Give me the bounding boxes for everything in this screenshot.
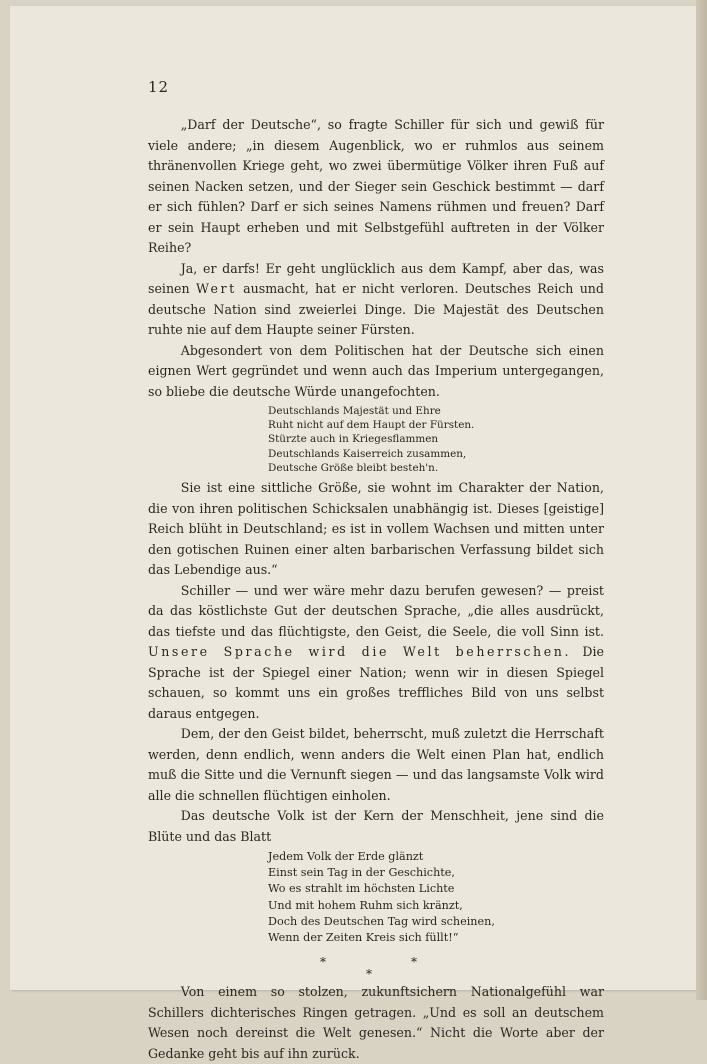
- verse-line: Deutschlands Majestät und Ehre: [268, 405, 441, 417]
- paragraph-3: Abgesondert von dem Politischen hat der Deutsche sich einen eignen Wert gegründet und wenn auch das Imperium untergegangen, so bliebe die deutsche Würde unangefochten.: [148, 342, 604, 399]
- page-number: 12: [148, 78, 170, 96]
- paragraph-7: Das deutsche Volk ist der Kern der Menschheit, jene sind die Blüte und das Blatt: [148, 808, 604, 844]
- verse-block-1: [148, 404, 604, 475]
- verse-line: Ruht nicht auf dem Haupt der Fürsten.: [268, 419, 475, 432]
- body-text: [148, 115, 604, 1064]
- verse-line: Und mit hohem Ruhm sich kränzt,: [268, 898, 463, 912]
- asterism: [148, 952, 604, 982]
- verse-line: Doch des Deutschen Tag wird scheinen,: [268, 914, 495, 928]
- spaced-word: Wert: [195, 281, 237, 296]
- asterisk: *: [320, 955, 326, 970]
- asterisk: *: [411, 955, 417, 970]
- verse-block-2: [148, 849, 604, 946]
- verse-line: Jedem Volk der Erde glänzt: [268, 850, 424, 864]
- paragraph-5: [148, 581, 604, 725]
- paragraph-2-a: Ja, er darfs! Er geht unglücklich aus dem Kampf, aber das, was seinen: [148, 260, 604, 296]
- paragraph-1: „Darf der Deutsche“, so fragte Schiller für sich und gewiß für viele andere; „in diesem Augenblick, wo er ruhmlos aus seinem thränenvollen Kriege geht, wo zwei übermütige Völker ihren Fuß auf seinen Nacken setzen, und der Sieger sein Geschick bestimmt — darf er sich fühlen? Darf er sich seines Namens rühmen und freuen? Darf er sein Haupt erheben und mit Selbstgefühl auftreten in der Völker Reihe?: [148, 117, 604, 255]
- verse-line: Wo es strahlt im höchsten Lichte: [268, 882, 455, 896]
- paragraph-8: Von einem so stolzen, zukunftsichern Nationalgefühl war Schillers dichterisches Ringen getragen. „Und es soll an deutschem Wesen noch dereinst die Welt genesen.“ Nicht die Worte aber der Gedanke geht bis auf ihn zurück.: [148, 984, 604, 1061]
- paragraph-5-b: Die Sprache ist der Spiegel einer Nation; wenn wir in diesen Spiegel schauen, so kommt uns ein großes treffliches Bild von uns selbst daraus entgegen.: [148, 644, 604, 721]
- paragraph-2: [148, 259, 604, 341]
- verse-line: Deutschlands Kaiserreich zusammen,: [268, 447, 467, 460]
- paragraph-2-b: ausmacht, hat er nicht verloren. Deutsches Reich und deutsche Nation sind zweierlei Dinge. Die Majestät des Deutschen ruhte nie auf dem Haupte seiner Fürsten.: [148, 281, 604, 337]
- verse-line: Deutsche Größe bleibt besteh'n.: [268, 461, 439, 474]
- spaced-sentence: Unsere Sprache wird die Welt beherrschen.: [148, 644, 572, 660]
- paragraph-4: Sie ist eine sittliche Größe, sie wohnt im Charakter der Nation, die von ihren politischen Schicksalen unabhängig ist. Dieses [geistige] Reich blüht in Deutschland; es ist in vollem Wachsen und mitten unter den gotischen Ruinen einer alten barbarischen Verfassung bildet sich das Lebendige aus.“: [148, 480, 604, 578]
- paragraph-5-a: Schiller — und wer wäre mehr dazu berufen gewesen? — preist da das köstlichste Gut der deutschen Sprache, „die alles ausdrückt, das tiefste und das flüchtigste, den Geist, die Seele, die voll Sinn ist.: [148, 582, 604, 639]
- verse-line: Einst sein Tag in der Geschichte,: [268, 866, 455, 880]
- page-edge: [696, 0, 707, 1000]
- verse-line: Stürzte auch in Kriegesflammen: [268, 433, 439, 446]
- paragraph-6: Dem, der den Geist bildet, beherrscht, muß zuletzt die Herrschaft werden, denn endlich, wenn anders die Welt einen Plan hat, endlich muß die Sitte und die Vernunft siegen — und das langsamste Volk wird alle die schnellen flüchtigen einholen.: [148, 726, 604, 803]
- verse-line: Wenn der Zeiten Kreis sich füllt!“: [268, 931, 459, 945]
- asterisk: *: [366, 967, 372, 982]
